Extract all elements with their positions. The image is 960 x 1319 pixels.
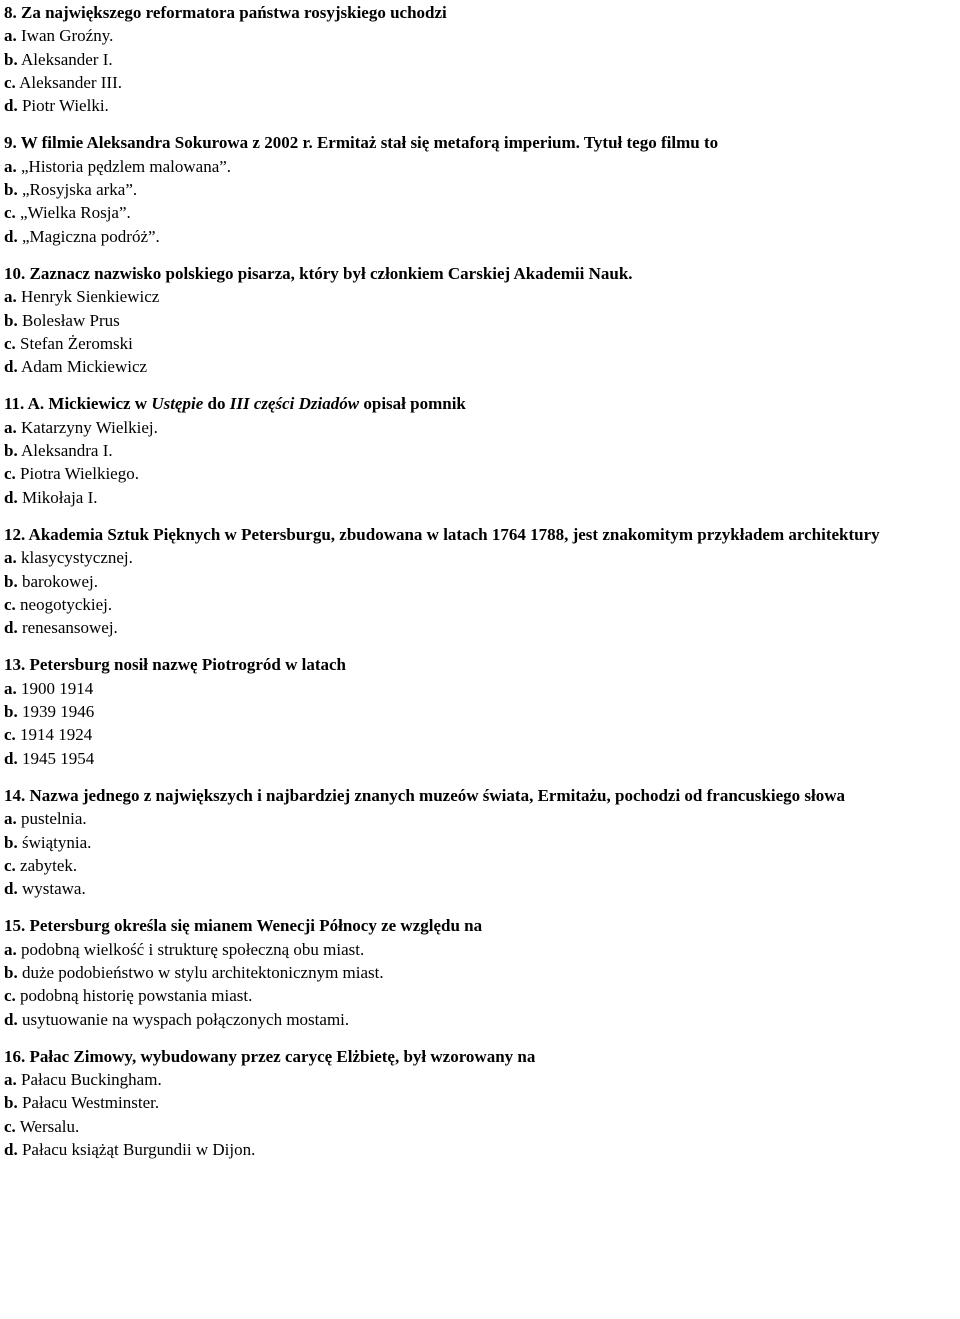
question-text-part: 13. Petersburg nosił nazwę Piotrogród w latach xyxy=(4,655,347,675)
answer-letter: c. xyxy=(4,72,16,92)
answer-text: duże podobieństwo w stylu architektonicznym miast. xyxy=(17,962,384,982)
answer-letter: a. xyxy=(4,26,17,46)
answer-text: Aleksander I. xyxy=(17,49,113,69)
answer-letter: d. xyxy=(4,226,18,246)
answer-option xyxy=(4,225,956,248)
answer-text: usytuowanie na wyspach połączonych mostami. xyxy=(17,1009,350,1029)
question-title-italic: Ustępie xyxy=(151,394,204,414)
question-block xyxy=(4,784,956,900)
answer-text: Iwan Groźny. xyxy=(16,26,114,46)
answer-text: podobną wielkość i strukturę społeczną obu miast. xyxy=(16,939,365,959)
question-text-part: 15. Petersburg określa się mianem Wenecji Północy ze względu na xyxy=(4,916,483,936)
answer-option xyxy=(4,309,956,332)
answer-letter: d. xyxy=(4,748,18,768)
answer-option xyxy=(4,677,956,700)
answer-option xyxy=(4,593,956,616)
answer-option xyxy=(4,1138,956,1161)
question-block xyxy=(4,1045,956,1161)
answer-letter: c. xyxy=(4,986,16,1006)
answer-option xyxy=(4,854,956,877)
question-text-part: do xyxy=(203,394,230,414)
answer-letter: c. xyxy=(4,725,16,745)
answer-text: 1945 1954 xyxy=(17,748,95,768)
answer-text: wystawa. xyxy=(17,879,86,899)
answer-letter: a. xyxy=(4,939,17,959)
question-text-part: 10. Zaznacz nazwisko polskiego pisarza, który był członkiem Carskiej Akademii Nauk. xyxy=(4,263,633,283)
answer-text: Katarzyny Wielkiej. xyxy=(16,417,158,437)
answer-letter: b. xyxy=(4,180,18,200)
answer-text: Mikołaja I. xyxy=(17,487,98,507)
answer-letter: d. xyxy=(4,357,18,377)
answer-text: Aleksandra I. xyxy=(17,441,113,461)
question-text xyxy=(4,392,956,415)
answer-text: Piotra Wielkiego. xyxy=(15,464,139,484)
answer-text: zabytek. xyxy=(15,855,78,875)
answer-option xyxy=(4,1115,956,1138)
answer-option xyxy=(4,877,956,900)
answer-letter: a. xyxy=(4,287,17,307)
answer-option xyxy=(4,616,956,639)
answer-text: Adam Mickiewicz xyxy=(17,357,148,377)
answer-text: Bolesław Prus xyxy=(17,310,120,330)
question-text-part: opisał pomnik xyxy=(359,394,466,414)
answer-text: Aleksander III. xyxy=(15,72,123,92)
answer-letter: c. xyxy=(4,855,16,875)
answer-letter: a. xyxy=(4,548,17,568)
question-text xyxy=(4,914,956,937)
answer-text: barokowej. xyxy=(17,571,98,591)
answer-option xyxy=(4,700,956,723)
answer-option xyxy=(4,831,956,854)
answer-letter: a. xyxy=(4,809,17,829)
answer-option xyxy=(4,24,956,47)
answer-option xyxy=(4,155,956,178)
answer-option xyxy=(4,1068,956,1091)
answer-text: „Rosyjska arka”. xyxy=(17,180,138,200)
answer-text: Pałacu Westminster. xyxy=(17,1093,160,1113)
answer-text: 1900 1914 xyxy=(16,678,94,698)
answer-letter: c. xyxy=(4,1116,16,1136)
answer-letter: c. xyxy=(4,464,16,484)
answer-option xyxy=(4,439,956,462)
answer-text: neogotyckiej. xyxy=(15,594,113,614)
answer-letter: b. xyxy=(4,310,18,330)
question-block xyxy=(4,262,956,378)
answer-text: renesansowej. xyxy=(17,618,118,638)
answer-letter: b. xyxy=(4,832,18,852)
answer-text: Stefan Żeromski xyxy=(15,333,133,353)
question-block xyxy=(4,523,956,639)
answer-text: podobną historię powstania miast. xyxy=(15,986,253,1006)
question-block xyxy=(4,131,956,247)
answer-option xyxy=(4,71,956,94)
question-text xyxy=(4,131,956,154)
answer-option xyxy=(4,48,956,71)
answer-option xyxy=(4,355,956,378)
answer-option xyxy=(4,984,956,1007)
question-block xyxy=(4,392,956,508)
answer-letter: d. xyxy=(4,1009,18,1029)
answer-text: „Magiczna podróż”. xyxy=(17,226,160,246)
answer-option xyxy=(4,178,956,201)
answer-letter: d. xyxy=(4,487,18,507)
answer-letter: b. xyxy=(4,49,18,69)
question-title-italic: III części Dziadów xyxy=(229,394,360,414)
answer-letter: c. xyxy=(4,594,16,614)
answer-text: „Historia pędzlem malowana”. xyxy=(16,156,232,176)
answer-text: 1914 1924 xyxy=(15,725,93,745)
question-text xyxy=(4,784,956,807)
question-text-part: 9. W filmie Aleksandra Sokurowa z 2002 r. Ermitaż stał się metaforą imperium. Tytuł tego filmu to xyxy=(4,133,719,153)
answer-option xyxy=(4,1091,956,1114)
answer-letter: b. xyxy=(4,441,18,461)
question-text xyxy=(4,653,956,676)
question-text xyxy=(4,262,956,285)
answer-option xyxy=(4,1008,956,1031)
answer-letter: b. xyxy=(4,702,18,722)
answer-option xyxy=(4,938,956,961)
answer-text: klasycystycznej. xyxy=(16,548,133,568)
answer-text: świątynia. xyxy=(17,832,92,852)
answer-text: pustelnia. xyxy=(16,809,87,829)
question-text-part: 11. A. Mickiewicz w xyxy=(4,394,152,414)
answer-option xyxy=(4,416,956,439)
answer-option xyxy=(4,807,956,830)
answer-text: Henryk Sienkiewicz xyxy=(16,287,160,307)
answer-option xyxy=(4,332,956,355)
answer-option xyxy=(4,486,956,509)
answer-letter: c. xyxy=(4,203,16,223)
answer-text: Piotr Wielki. xyxy=(17,96,109,116)
answer-text: Pałacu książąt Burgundii w Dijon. xyxy=(17,1140,256,1160)
answer-letter: b. xyxy=(4,571,18,591)
question-text-part: 12. Akademia Sztuk Pięknych w Petersburgu, zbudowana w latach 1764 1788, jest znakomitym przykładem architektury xyxy=(4,524,880,544)
answer-text: „Wielka Rosja”. xyxy=(15,203,131,223)
answer-option xyxy=(4,961,956,984)
answer-letter: d. xyxy=(4,96,18,116)
answer-text: 1939 1946 xyxy=(17,702,95,722)
question-text xyxy=(4,1,956,24)
question-block xyxy=(4,1,956,117)
answer-letter: d. xyxy=(4,1140,18,1160)
answer-letter: d. xyxy=(4,618,18,638)
answer-text: Pałacu Buckingham. xyxy=(16,1070,162,1090)
answer-letter: a. xyxy=(4,1070,17,1090)
answer-letter: b. xyxy=(4,962,18,982)
answer-option xyxy=(4,747,956,770)
question-text xyxy=(4,523,956,546)
answer-letter: a. xyxy=(4,678,17,698)
answer-letter: d. xyxy=(4,879,18,899)
answer-option xyxy=(4,570,956,593)
answer-option xyxy=(4,94,956,117)
answer-letter: c. xyxy=(4,333,16,353)
answer-letter: a. xyxy=(4,417,17,437)
answer-letter: a. xyxy=(4,156,17,176)
question-text-part: 16. Pałac Zimowy, wybudowany przez carycę Elżbietę, był wzorowany na xyxy=(4,1046,536,1066)
answer-option xyxy=(4,723,956,746)
question-block xyxy=(4,653,956,769)
answer-option xyxy=(4,546,956,569)
answer-letter: b. xyxy=(4,1093,18,1113)
answer-option xyxy=(4,285,956,308)
answer-text: Wersalu. xyxy=(15,1116,80,1136)
question-text-part: 8. Za największego reformatora państwa rosyjskiego uchodzi xyxy=(4,3,447,22)
question-block xyxy=(4,914,956,1030)
answer-option xyxy=(4,201,956,224)
question-text xyxy=(4,1045,956,1068)
question-text-part: 14. Nazwa jednego z największych i najbardziej znanych muzeów świata, Ermitażu, pochodzi od francuskiego słowa xyxy=(4,785,845,805)
answer-option xyxy=(4,462,956,485)
